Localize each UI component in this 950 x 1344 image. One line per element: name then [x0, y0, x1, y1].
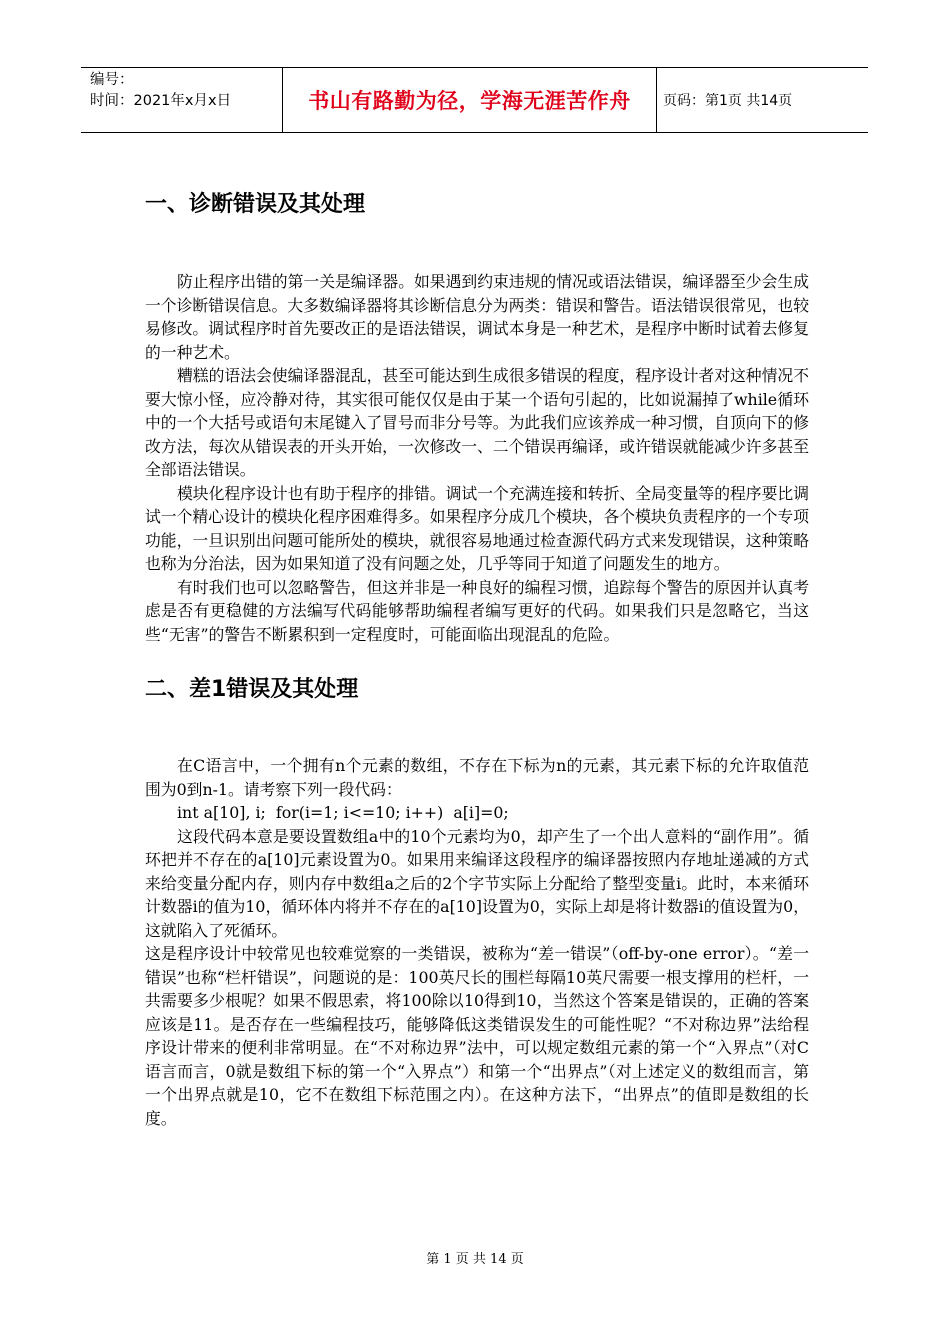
document-date-label: 时间：2021年x月x日 — [90, 93, 232, 109]
paragraph: 模块化程序设计也有助于程序的排错。调试一个充满连接和转折、全局变量等的程序要比调试一个精心设计的模块化程序困难得多。如果程序分成几个模块，各个模块负责程序的一个专项功能，一旦识别出问题可能所处的模块，就很容易地通过检查源代码方式来发现错误，这种策略也称为分治法，因为如果知道了没有问题之处，几乎等同于知道了问题发生的地方。 — [145, 483, 809, 573]
document-body — [145, 185, 809, 1130]
header-page-cell — [657, 68, 868, 132]
header-page-info: 页码：第1页 共14页 — [663, 93, 793, 109]
header-motto: 书山有路勤为径，学海无涯苦作舟 — [308, 89, 631, 113]
paragraph: 有时我们也可以忽略警告，但这并非是一种良好的编程习惯，追踪每个警告的原因并认真考虑是否有更稳健的方法编写代码能够帮助编程者编写更好的代码。如果我们只是忽略它，当这些“无害”的警告不断累积到一定程度时，可能面临出现混乱的危险。 — [145, 577, 809, 644]
page-footer: 第 1 页 共 14 页 — [426, 1252, 524, 1267]
paragraph: 这是程序设计中较常见也较难觉察的一类错误，被称为“差一错误”（off-by-one error）。“差一错误”也称“栏杆错误”，问题说的是：100英尺长的围栏每隔10英尺需要一根支撑用的栏杆，一共需要多少根呢？如果不假思索，将100除以10得到10，当然这个答案是错误的，正确的答案应该是11。是否存在一些编程技巧，能够降低这类错误发生的可能性呢？“不对称边界”法给程序设计带来的便利非常明显。在“不对称边界”法中，可以规定数组元素的第一个“入界点”（对C语言而言，0就是数组下标的第一个“入界点”）和第一个“出界点”（对上述定义的数组而言，第一个出界点就是10，它不在数组下标范围之内）。在这种方法下，“出界点”的值即是数组的长度。 — [145, 944, 809, 1128]
header-motto-cell — [283, 68, 657, 132]
code-snippet: int a[10], i; for(i=1; i<=10; i++) a[i]=0; — [177, 803, 509, 822]
section-heading-off-by-one: 二、差1错误及其处理 — [145, 677, 359, 702]
header-meta-cell — [81, 68, 283, 132]
paragraph: 防止程序出错的第一关是编译器。如果遇到约束违规的情况或语法错误，编译器至少会生成一个诊断错误信息。大多数编译器将其诊断信息分为两类：错误和警告。语法错误很常见，也较易修改。调试程序时首先要改正的是语法错误，调试本身是一种艺术，是程序中断时试着去修复的一种艺术。 — [145, 272, 809, 362]
page-header — [81, 67, 868, 133]
document-number-label: 编号： — [90, 72, 134, 88]
section-heading-diagnostics: 一、诊断错误及其处理 — [145, 192, 366, 217]
paragraph: 糟糕的语法会使编译器混乱，甚至可能达到生成很多错误的程度，程序设计者对这种情况不要大惊小怪，应冷静对待，其实很可能仅仅是由于某一个语句引起的，比如说漏掉了while循环中的一个大括号或语句末尾键入了冒号而非分号等。为此我们应该养成一种习惯，自顶向下的修改方法，每次从错误表的开头开始，一次修改一、二个错误再编译，或许错误就能减少许多甚至全部语法错误。 — [145, 366, 809, 479]
paragraph: 在C语言中，一个拥有n个元素的数组，不存在下标为n的元素，其元素下标的允许取值范围为0到n-1。请考察下列一段代码： — [145, 756, 809, 799]
paragraph: 这段代码本意是要设置数组a中的10个元素均为0，却产生了一个出人意料的“副作用”。循环把并不存在的a[10]元素设置为0。如果用来编译这段程序的编译器按照内存地址递减的方式来给变量分配内存，则内存中数组a之后的2个字节实际上分配给了整型变量i。此时，本来循环计数器i的值为10，循环体内将并不存在的a[10]设置为0，实际上却是将计数器i的值设置为0，这就陷入了死循环。 — [145, 826, 809, 940]
